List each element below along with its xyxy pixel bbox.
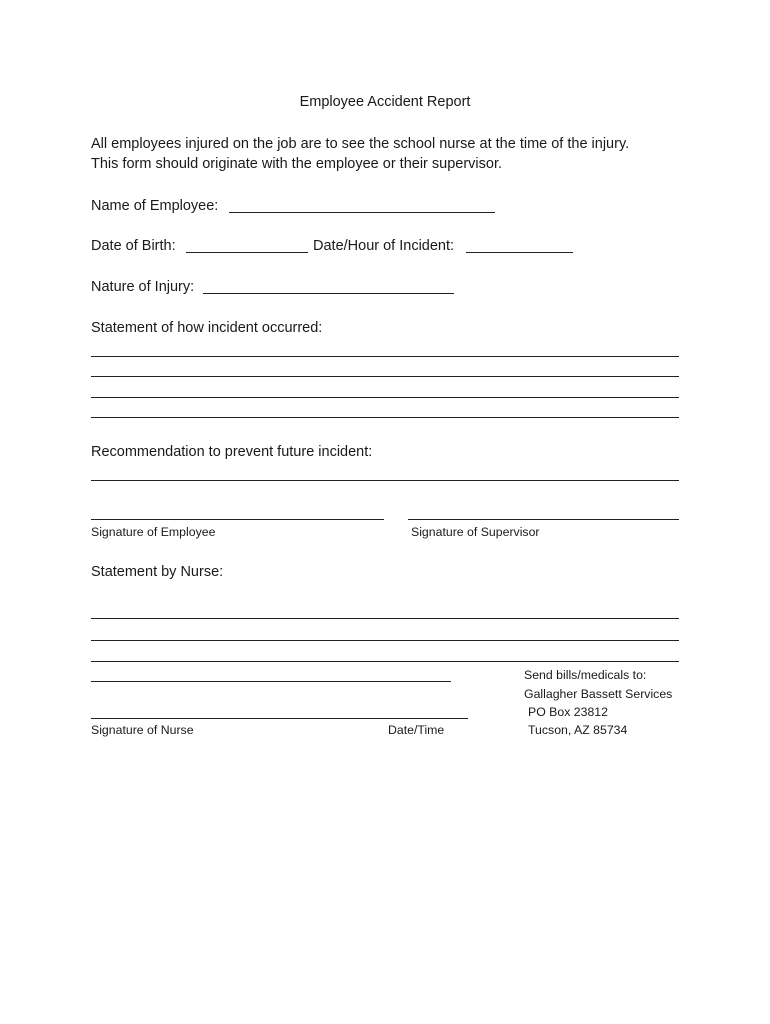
nature-of-injury-field[interactable] [203,293,454,294]
nurse-statement-line-2[interactable] [91,640,679,641]
signature-nurse-line[interactable] [91,718,468,719]
signature-nurse-label: Signature of Nurse [91,723,194,737]
statement-incident-line-1[interactable] [91,356,679,357]
statement-by-nurse-label: Statement by Nurse: [91,564,224,580]
intro-line-1: All employees injured on the job are to see the school nurse at the time of the injury. [91,136,630,152]
date-time-label: Date/Time [388,723,445,737]
billing-line-3: PO Box 23812 [528,705,608,719]
name-of-employee-label: Name of Employee: [91,198,219,214]
nature-of-injury-label: Nature of Injury: [91,279,195,295]
statement-incident-line-4[interactable] [91,417,679,418]
statement-incident-line-2[interactable] [91,376,679,377]
billing-line-2: Gallagher Bassett Services [524,687,673,701]
signature-employee-label: Signature of Employee [91,525,216,539]
nurse-statement-line-1[interactable] [91,618,679,619]
date-of-birth-label: Date of Birth: [91,238,176,254]
form-title: Employee Accident Report [299,94,471,110]
statement-incident-line-3[interactable] [91,397,679,398]
date-hour-incident-field[interactable] [466,252,573,253]
date-of-birth-field[interactable] [186,252,308,253]
recommendation-label: Recommendation to prevent future incident: [91,444,373,460]
billing-line-1: Send bills/medicals to: [524,668,647,682]
nurse-statement-line-3[interactable] [91,661,679,662]
recommendation-line[interactable] [91,480,679,481]
signature-supervisor-label: Signature of Supervisor [411,525,540,539]
date-hour-incident-label: Date/Hour of Incident: [313,238,455,254]
signature-supervisor-line[interactable] [408,519,679,520]
name-of-employee-field[interactable] [229,212,495,213]
signature-employee-line[interactable] [91,519,384,520]
intro-line-2: This form should originate with the employee or their supervisor. [91,156,503,172]
billing-line-4: Tucson, AZ 85734 [528,723,628,737]
statement-incident-label: Statement of how incident occurred: [91,320,323,336]
nurse-statement-line-4[interactable] [91,681,451,682]
